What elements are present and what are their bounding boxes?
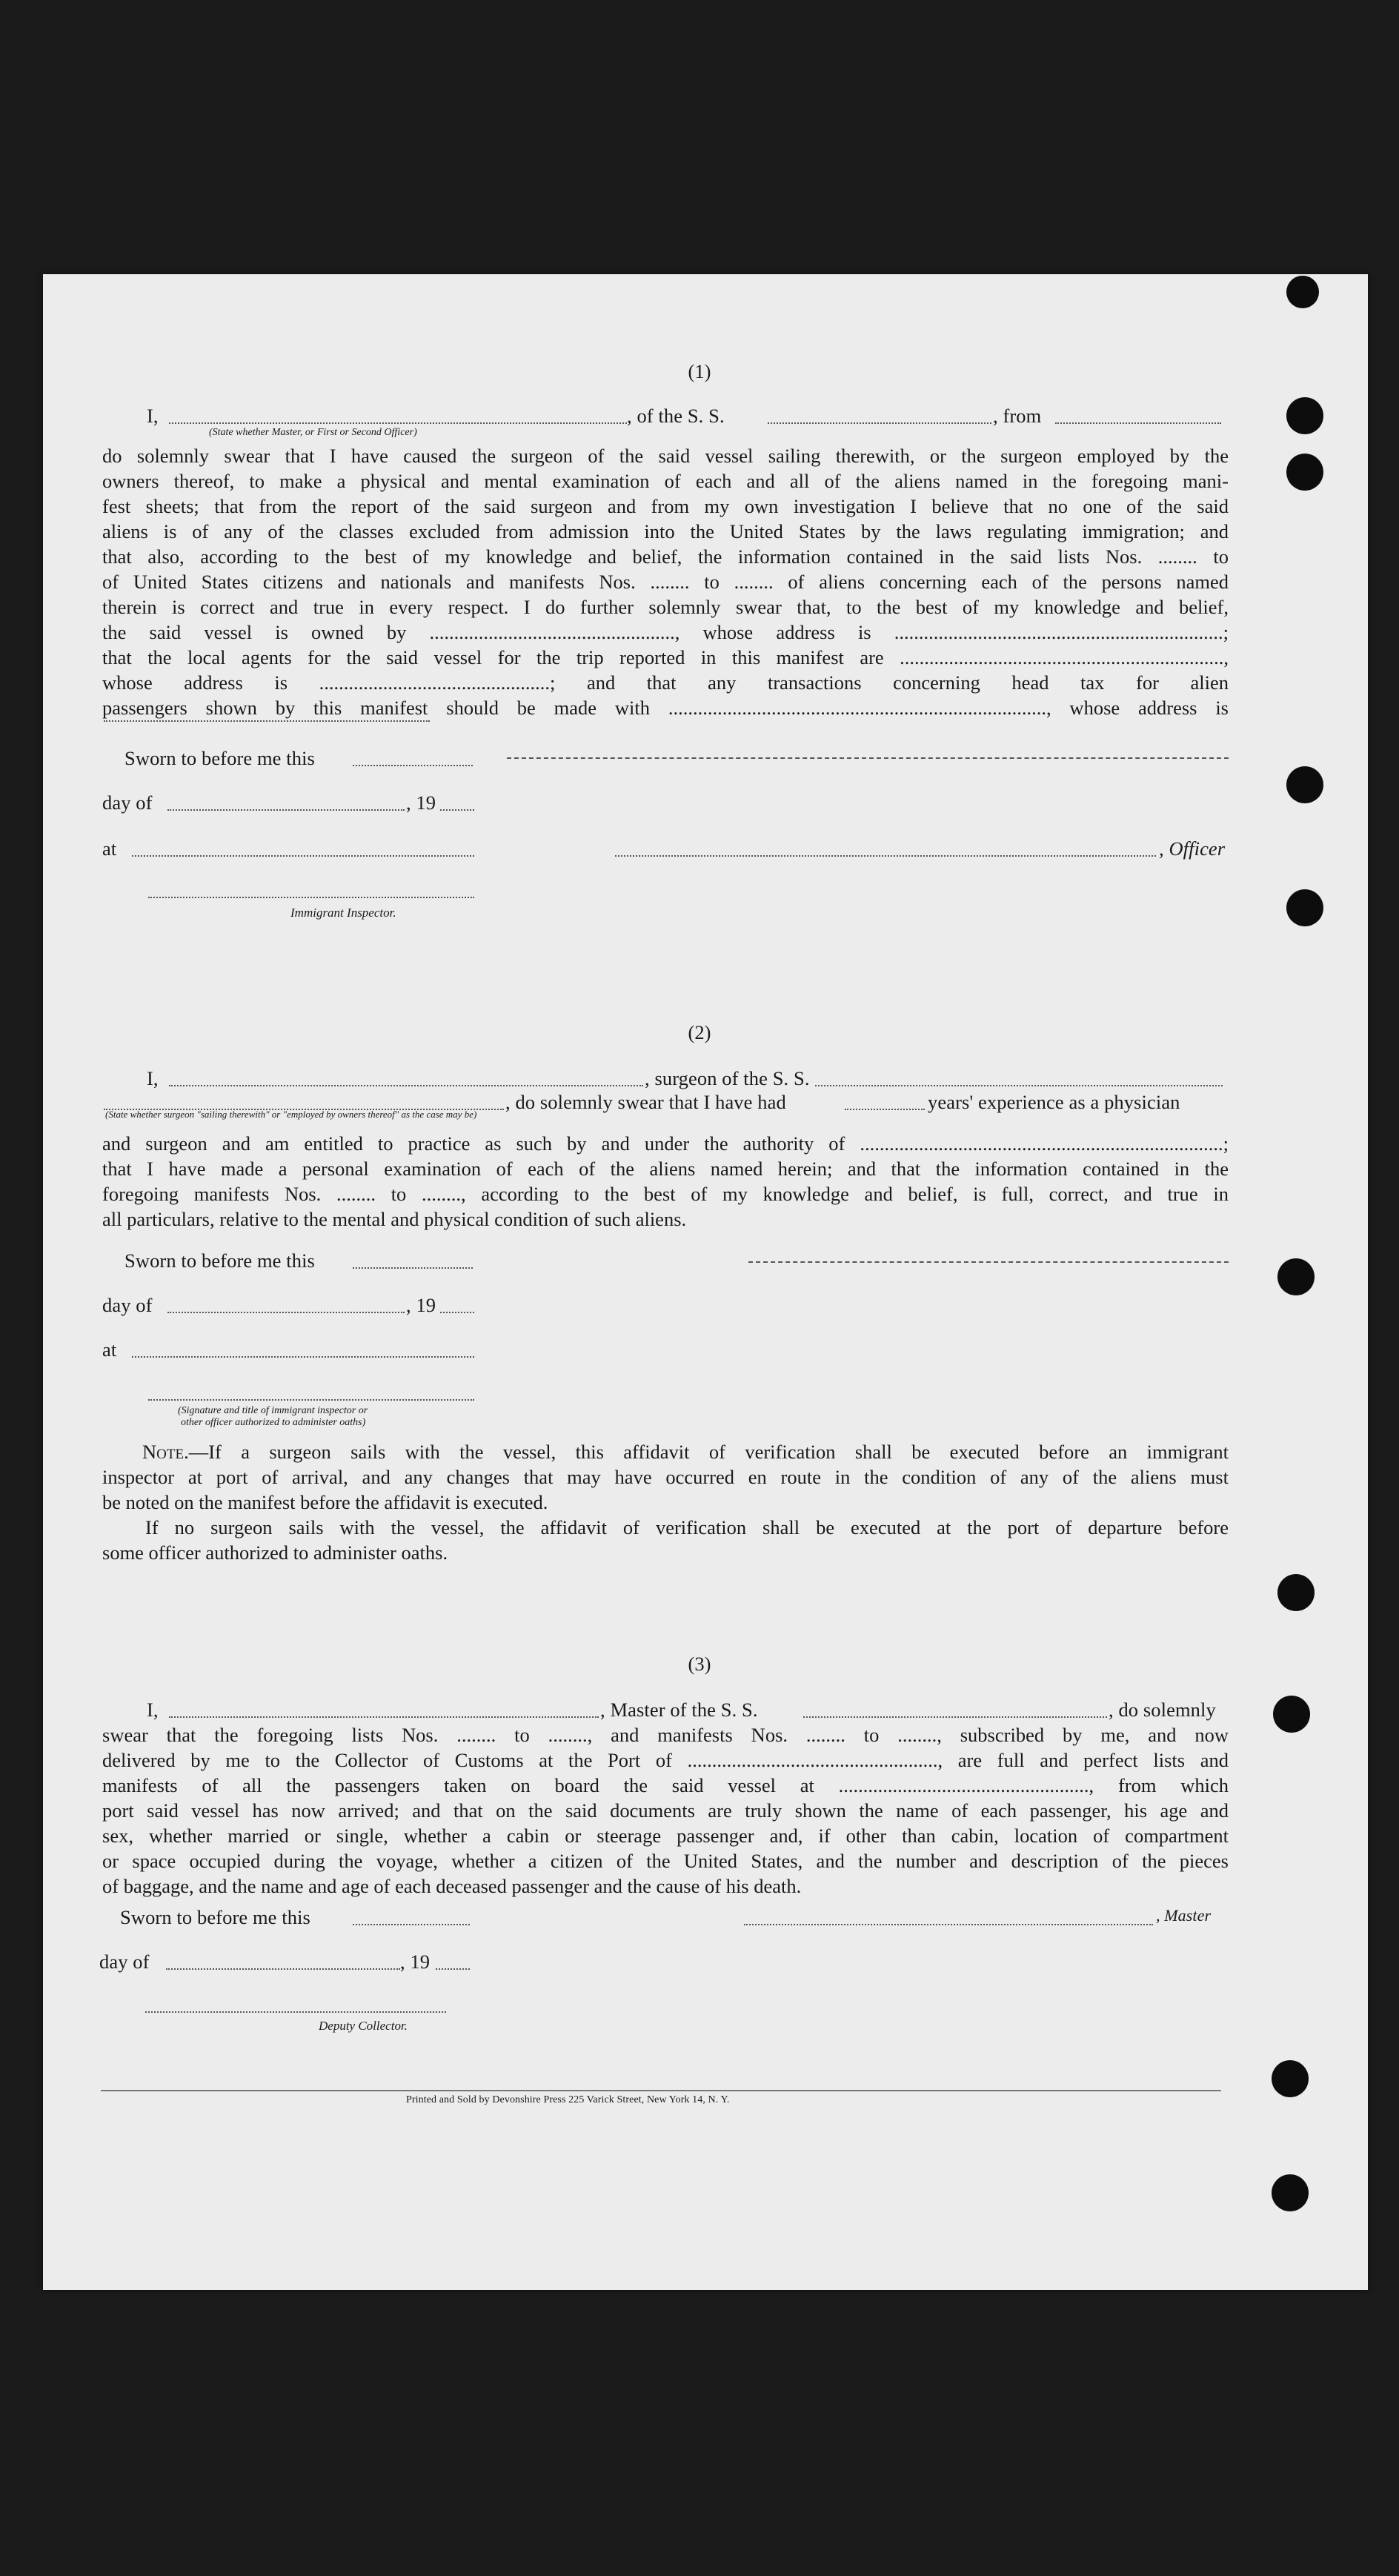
section2-day-field[interactable] <box>167 1312 405 1313</box>
punch-hole <box>1272 2174 1309 2211</box>
section2-vessel-field[interactable] <box>815 1085 1223 1086</box>
section2-sworn-date-field[interactable] <box>353 1267 473 1269</box>
section1-line1-mid: , of the S. S. <box>627 405 725 427</box>
section3-name-field[interactable] <box>169 1716 599 1718</box>
section1-day-label: day of <box>102 791 153 814</box>
section2-inspector-signature[interactable] <box>148 1399 474 1401</box>
section3-collector-signature[interactable] <box>145 2011 446 2013</box>
section1-para-line: that the local agents for the said vessel for the trip reported in this manifest are .................................................................., <box>102 646 1229 668</box>
section1-inspector-label: Immigrant Inspector. <box>290 906 396 920</box>
section2-sworn-label: Sworn to before me this <box>124 1249 315 1272</box>
section2-caption2a: (Signature and title of immigrant inspector or <box>178 1405 368 1416</box>
section1-para-line: that also, according to the best of my knowledge and belief, the information contained in the said lists Nos. ........ to <box>102 545 1229 568</box>
section2-year-field[interactable] <box>440 1312 474 1313</box>
section1-para-line: fest sheets; that from the report of the said surgeon and from my own investigation I believe that no one of the said <box>102 495 1229 517</box>
punch-hole <box>1286 397 1323 434</box>
section2-at-field[interactable] <box>132 1356 474 1358</box>
section2-para-line: foregoing manifests Nos. ........ to ........, according to the best of my knowledge and belief, is full, correct, and true in <box>102 1183 1229 1205</box>
section2-years-field[interactable] <box>845 1109 925 1110</box>
section2-line1-prefix: I, <box>147 1067 159 1089</box>
bleed-through-text <box>415 2238 427 2260</box>
section3-day-label: day of <box>99 1951 150 1973</box>
section1-para-line: of United States citizens and nationals and manifests Nos. ........ to ........ of aliens concerning each of the persons named <box>102 571 1229 593</box>
section1-para-line: passengers shown by this manifest should be made with ............................................................................., whose address is <box>102 697 1229 719</box>
section-number-1: (1) <box>688 360 711 382</box>
section3-deputy-label: Deputy Collector. <box>319 2019 408 2033</box>
section3-para-line: manifests of all the passengers taken on board the said vessel at ..................................................., from which <box>102 1774 1229 1796</box>
section2-note2-line: If no surgeon sails with the vessel, the affidavit of verification shall be executed at the port of departure before <box>145 1516 1229 1538</box>
section1-para-line: whose address is ...............................................; and that any transactions concerning head tax for alien <box>102 671 1229 694</box>
section3-vessel-field[interactable] <box>803 1716 1107 1718</box>
section1-para-line: owners thereof, to make a physical and mental examination of each and all of the aliens named in the foregoing mani- <box>102 470 1229 492</box>
section2-para-line: that I have made a personal examination of each of the aliens named herein; and that the information contained in the <box>102 1158 1229 1180</box>
section1-para-line: therein is correct and true in every respect. I do further solemnly swear that, to the best of my knowledge and belief, <box>102 596 1229 618</box>
section1-para-line: the said vessel is owned by .................................................., whose address is ...................................................................; <box>102 621 1229 643</box>
section3-year-label: , 19 <box>400 1951 431 1973</box>
section3-para-line: delivered by me to the Collector of Customs at the Port of ..................................................., are full and perfect lists and <box>102 1749 1229 1771</box>
section2-at-label: at <box>102 1338 117 1361</box>
section-number-3: (3) <box>688 1653 711 1675</box>
footer-rule <box>101 2090 1221 2091</box>
section1-sworn-label: Sworn to before me this <box>124 747 315 769</box>
section1-line1-prefix: I, <box>147 405 159 427</box>
section2-line2-mid: , do solemnly swear that I have had <box>505 1091 786 1113</box>
section2-note-line <box>142 1441 1229 1464</box>
punch-hole <box>1272 2060 1309 2097</box>
section3-master-label: , Master <box>1156 1906 1212 1925</box>
section3-sworn-date-field[interactable] <box>353 1924 470 1925</box>
punch-hole <box>1273 1696 1310 1733</box>
section2-caption: (State whether surgeon "sailing therewith" or "employed by owners thereof" as the case may be) <box>105 1109 477 1120</box>
section2-para-line: and surgeon and am entitled to practice as such by and under the authority of ..........................................................................; <box>102 1132 1229 1155</box>
section1-para-line: aliens is of any of the classes excluded from admission into the United States by the laws regulating immigration; and <box>102 520 1229 542</box>
section1-day-field[interactable] <box>167 809 405 811</box>
section3-master-field[interactable] <box>744 1924 1153 1925</box>
punch-hole <box>1277 1258 1315 1295</box>
section1-vessel-field[interactable] <box>768 422 991 424</box>
punch-hole <box>1286 889 1323 926</box>
section2-caption2b: other officer authorized to administer oaths) <box>181 1417 366 1428</box>
section3-line1-prefix: I, <box>147 1699 159 1721</box>
section-number-2: (2) <box>688 1021 711 1043</box>
section1-year-field[interactable] <box>440 809 474 811</box>
section1-at-field[interactable] <box>132 855 474 857</box>
section1-from-field[interactable] <box>1055 422 1221 424</box>
section1-officer-signature-top[interactable] <box>507 757 1229 759</box>
section2-line2-end: years' experience as a physician <box>928 1091 1180 1113</box>
section1-address-continuation[interactable] <box>104 720 430 722</box>
section2-note-line: be noted on the manifest before the affidavit is executed. <box>102 1491 548 1513</box>
section1-name-field[interactable] <box>169 422 627 424</box>
note-label: Note. <box>142 1441 189 1463</box>
section2-surgeon-signature[interactable] <box>748 1261 1229 1263</box>
section3-para-line: sex, whether married or single, whether a cabin or steerage passenger and, if other than cabin, location of compartment <box>102 1825 1229 1847</box>
section3-sworn-label: Sworn to before me this <box>120 1906 310 1928</box>
punch-hole <box>1286 454 1323 491</box>
section3-para-line: port said vessel has now arrived; and that on the said documents are truly shown the name of each passenger, his age and <box>102 1799 1229 1822</box>
section1-line1-end: , from <box>993 405 1042 427</box>
section3-line1-end: , do solemnly <box>1109 1699 1216 1721</box>
section3-line1-mid: , Master of the S. S. <box>600 1699 758 1721</box>
section3-para-line: of baggage, and the name and age of each deceased passenger and the cause of his death. <box>102 1875 802 1897</box>
section1-officer-field[interactable] <box>615 855 1156 857</box>
section2-note2-line: some officer authorized to administer oaths. <box>102 1541 448 1564</box>
section3-year-field[interactable] <box>436 1968 470 1970</box>
punch-hole <box>1286 766 1323 803</box>
note-text: —If a surgeon sails with the vessel, this affidavit of verification shall be executed before an immigrant <box>188 1441 1229 1463</box>
section3-day-field[interactable] <box>166 1968 400 1970</box>
section3-para-line: swear that the foregoing lists Nos. ........ to ........, and manifests Nos. ........ to ........, subscribed by me, and now <box>102 1724 1229 1746</box>
punch-hole <box>1286 276 1319 308</box>
section2-para-line: all particulars, relative to the mental and physical condition of such aliens. <box>102 1208 687 1230</box>
footer-printer: Printed and Sold by Devonshire Press 225 Varick Street, New York 14, N. Y. <box>406 2094 730 2105</box>
section2-name-field[interactable] <box>169 1085 643 1086</box>
section1-year-label: , 19 <box>406 791 436 814</box>
section2-note-line: inspector at port of arrival, and any changes that may have occurred en route in the condition of any of the aliens must <box>102 1466 1229 1488</box>
section1-sworn-date-field[interactable] <box>353 765 473 766</box>
punch-hole <box>1277 1574 1315 1611</box>
section3-para-line: or space occupied during the voyage, whether a citizen of the United States, and the number and description of the pieces <box>102 1850 1229 1872</box>
section1-caption: (State whether Master, or First or Second Officer) <box>209 427 417 438</box>
section2-year-label: , 19 <box>406 1294 436 1316</box>
section1-at-label: at <box>102 837 117 860</box>
section2-day-label: day of <box>102 1294 153 1316</box>
section1-inspector-signature[interactable] <box>148 897 474 898</box>
section2-line1-end: , surgeon of the S. S. <box>645 1067 810 1089</box>
section1-officer-label: , Officer <box>1159 837 1226 860</box>
section1-para-line: do solemnly swear that I have caused the surgeon of the said vessel sailing therewith, or the surgeon employed by the <box>102 445 1229 467</box>
